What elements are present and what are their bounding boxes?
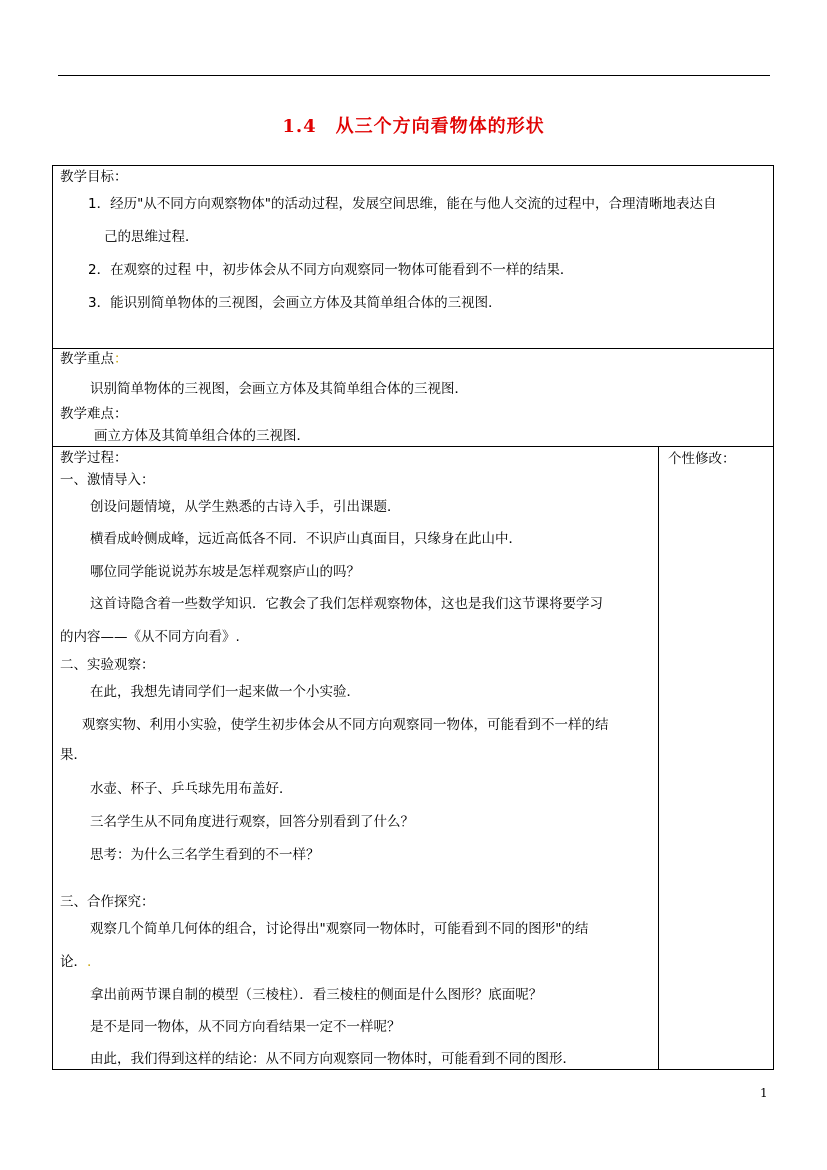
process-line-text: 论． — [60, 954, 87, 970]
process-line: 拿出前两节课自制的模型（三棱柱）．看三棱柱的侧面是什么图形？底面呢？ — [90, 987, 543, 1003]
keypoints-content: 识别简单物体的三视图，会画立方体及其简单组合体的三视图． — [90, 381, 468, 397]
process-line: 哪位同学能说说苏东坡是怎样观察庐山的吗？ — [90, 564, 360, 580]
objective-item: 3．能识别简单物体的三视图，会画立方体及其简单组合体的三视图． — [88, 295, 502, 311]
objective-item: 1．经历"从不同方向观察物体"的活动过程，发展空间思维，能在与他人交流的过程中，合理清晰地表达自 — [88, 196, 717, 212]
page-title: 1.4 从三个方向看物体的形状 — [282, 116, 545, 137]
inline-mark: . — [87, 954, 92, 970]
process-line: 观察几个简单几何体的组合，讨论得出"观察同一物体时，可能看到不同的图形"的结 — [90, 921, 589, 937]
process-line: 由此，我们得到这样的结论：从不同方向观察同一物体时，可能看到不同的图形． — [90, 1051, 576, 1067]
process-line: 水壶、杯子、乒乓球先用布盖好． — [90, 781, 293, 797]
keypoints-heading — [60, 350, 128, 368]
process-line: 果． — [60, 747, 87, 763]
difficulty-content: 画立方体及其简单组合体的三视图． — [94, 428, 310, 444]
difficulty-heading: 教学难点： — [60, 406, 128, 422]
objective-item: 己的思维过程． — [104, 229, 199, 245]
process-line: 二、实验观察： — [60, 657, 155, 673]
process-line: 观察实物、利用小实验，使学生初步体会从不同方向观察同一物体，可能看到不一样的结 — [82, 717, 609, 733]
side-notes-heading: 个性修改： — [668, 451, 736, 467]
process-line: 创设问题情境，从学生熟悉的古诗入手，引出课题． — [90, 499, 401, 515]
process-heading: 教学过程： — [60, 450, 128, 466]
process-line: 在此，我想先请同学们一起来做一个小实验． — [90, 684, 360, 700]
process-line: 的内容——《从不同方向看》. — [60, 629, 240, 645]
page-number: 1 — [760, 1086, 768, 1100]
objective-item: 2．在观察的过程 中，初步体会从不同方向观察同一物体可能看到不一样的结果． — [88, 262, 574, 278]
process-line: 是不是同一物体，从不同方向看结果一定不一样呢？ — [90, 1019, 401, 1035]
process-line — [60, 953, 91, 971]
objectives-box — [52, 165, 774, 349]
process-line: 横看成岭侧成峰，远近高低各不同．不识庐山真面目，只缘身在此山中． — [90, 531, 522, 547]
process-line: 这首诗隐含着一些数学知识．它教会了我们怎样观察物体，这也是我们这节课将要学习 — [90, 596, 603, 612]
keypoints-heading-text: 教学重点 — [60, 351, 114, 367]
header-rule — [58, 75, 770, 76]
process-line: 一、激情导入： — [60, 472, 155, 488]
process-divider — [658, 446, 659, 1070]
process-line: 三名学生从不同角度进行观察，回答分别看到了什么？ — [90, 814, 414, 830]
keypoints-heading-colon: ： — [114, 351, 128, 367]
process-line: 三、合作探究： — [60, 894, 155, 910]
objectives-heading: 教学目标： — [60, 169, 128, 185]
process-line: 思考：为什么三名学生看到的不一样？ — [90, 847, 320, 863]
